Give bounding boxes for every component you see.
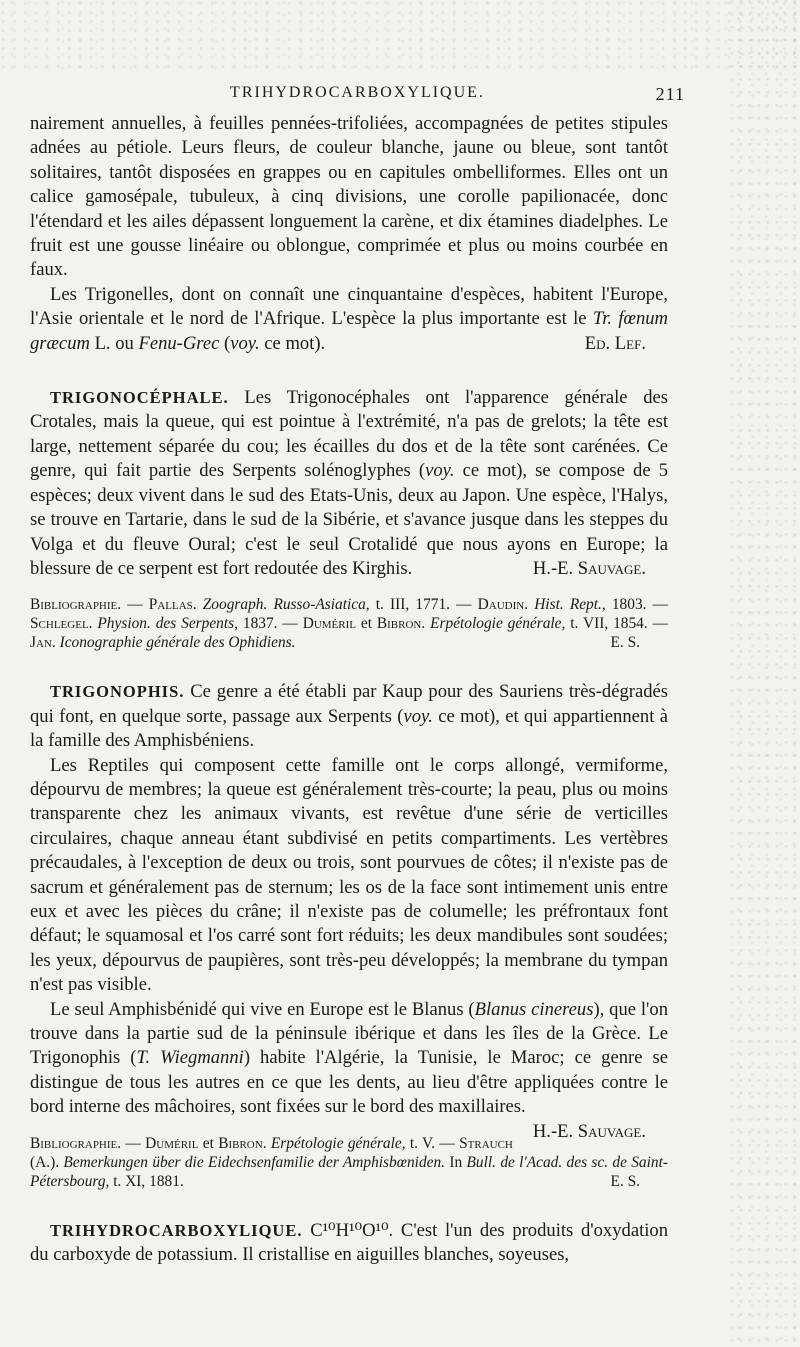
scan-noise-top	[0, 0, 800, 70]
page-number: 211	[655, 84, 685, 104]
running-title: TRIHYDROCARBOXYLIQUE.	[230, 84, 485, 101]
chemical-formula: C¹⁰H¹⁰O¹⁰.	[302, 1219, 394, 1241]
trigonocephale-signature: H.-E. Sauvage.	[532, 557, 646, 579]
trigonophis-bibliography: Bibliographie. — Duméril et Bibron. Erpétologie générale, t. V. — Strauch (A.). Bemerkungen über die Eidechsenfamilie der Amphisbœniden. In Bull. de l'Acad. des sc. de Saint-Pétersbourg, t. XI, 1881. E. S.	[30, 1134, 668, 1190]
trihydrocarboxylique-entry: TRIHYDROCARBOXYLIQUE. C¹⁰H¹⁰O¹⁰. C'est l'un des produits d'oxydation du carboxyde de potassium. Il cristallise en aiguilles blanches, soyeuses,	[30, 1219, 668, 1266]
page-header	[30, 84, 685, 110]
entry-headword: TRIHYDROCARBOXYLIQUE.	[50, 1220, 303, 1240]
trigonocephale-bibliography: Bibliographie. — Pallas. Zoograph. Russo-Asiatica, t. III, 1771. — Daudin. Hist. Rept., 1803. — Schlegel. Physion. des Serpents, 1837. — Duméril et Bibron. Erpétologie générale, t. VII, 1854. — Jan. Iconographie générale des Ophidiens. E. S.	[30, 596, 669, 652]
trigonocephale-entry: TRIGONOCÉPHALE. Les Trigonocéphales ont l'apparence générale des Crotales, mais la queue, qui est pointue à l'extrémité, n'a pas de grelots; la tête est large, nettement séparée du cou; les écailles du dos et de la tête sont carénées. Ce genre, qui fait partie des Serpents solénoglyphes (voy. ce mot), se compose de 5 espèces; deux vivent dans le sud des Etats-Unis, deux au Japon. Une espèce, l'Halys, se trouve en Tartarie, dans le sud de la Sibérie, et s'avance jusque dans les steppes du Volga et du fleuve Oural; c'est le seul Crotalidé que nous ayons en Europe; la blessure de ce serpent est fort redoutée des Kirghis. H.-E. Sauvage.	[30, 386, 668, 581]
trigonelle-paragraph-1: nairement annuelles, à feuilles pennées-trifoliées, accompagnées de petites stipules adnées au pétiole. Leurs fleurs, de couleur blanche, jaune ou bleue, sont tantôt solitaires, tantôt disposées en grappes ou en capitules ombelliformes. Elles ont un calice gamosépale, tubuleux, à cinq divisions, une corolle papilionacée, donc l'étendard et les ailes dépassent longuement la carène, et dix étamines diadelphes. Le fruit est une gousse linéaire ou oblongue, comprimée et plus ou moins courbée en faux.	[30, 113, 668, 281]
trigonelle-signature: Ed. Lef.	[584, 332, 646, 354]
entry-headword: TRIGONOPHIS.	[50, 682, 185, 702]
trigonophis-signature: H.-E. Sauvage.	[532, 1120, 646, 1142]
trigonophis-paragraph-3: Le seul Amphisbénidé qui vive en Europe est le Blanus (Blanus cinereus), que l'on trouve dans la partie sud de la péninsule ibérique et dans les îles de la Grèce. Le Trigonophis (T. Wiegmanni) habite l'Algérie, la Tunisie, le Maroc; ce genre se distingue de tous les autres en ce que les dents, au lieu d'être appliquées contre le bord interne des mâchoires, sont fixées sur le bord des maxillaires. H.-E. Sauvage.	[30, 998, 668, 1120]
trigonophis-paragraph-2: Les Reptiles qui composent cette famille ont le corps allongé, vermiforme, dépourvu de membres; la queue est généralement très-courte; la peau, plus ou moins transparente chez les animaux vivants, est revêtue d'une série de verticilles circulaires, chaque anneau étant subdivisé en petits compartiments. Les vertèbres précaudales, à l'exception de deux ou trois, sont pourvues de côtes; il n'existe pas de sacrum et généralement pas de sternum; les os de la face sont intimement unis entre eux et avec les pièces du crâne; il n'existe pas de columelle; les préfrontaux font défaut; le squamosal et l'os carré sont fort réduits; les deux mandibules sont soudées; les yeux, dépourvus de paupières, sont très-peu développés; la membrane du tympan n'est pas visible.	[30, 754, 668, 996]
scan-noise-right	[730, 0, 800, 1347]
entry-headword: TRIGONOCÉPHALE.	[50, 388, 229, 408]
trigonelle-paragraph-2: Les Trigonelles, dont on connaît une cinquantaine d'espèces, habitent l'Europe, l'Asie orientale et le nord de l'Afrique. L'espèce la plus importante est le Tr. fœnum græcum L. ou Fenu-Grec (voy. ce mot). Ed. Lef.	[30, 283, 668, 356]
trigonophis-entry: TRIGONOPHIS. Ce genre a été établi par Kaup pour des Sauriens très-dégradés qui font, en quelque sorte, passage aux Serpents (voy. ce mot), et qui appartiennent à la famille des Amphisbéniens.	[30, 681, 668, 752]
article-body	[30, 112, 668, 1267]
trigonophis-bib-signature: E. S.	[610, 1172, 640, 1190]
trigonocephale-bib-signature: E. S.	[610, 634, 640, 652]
